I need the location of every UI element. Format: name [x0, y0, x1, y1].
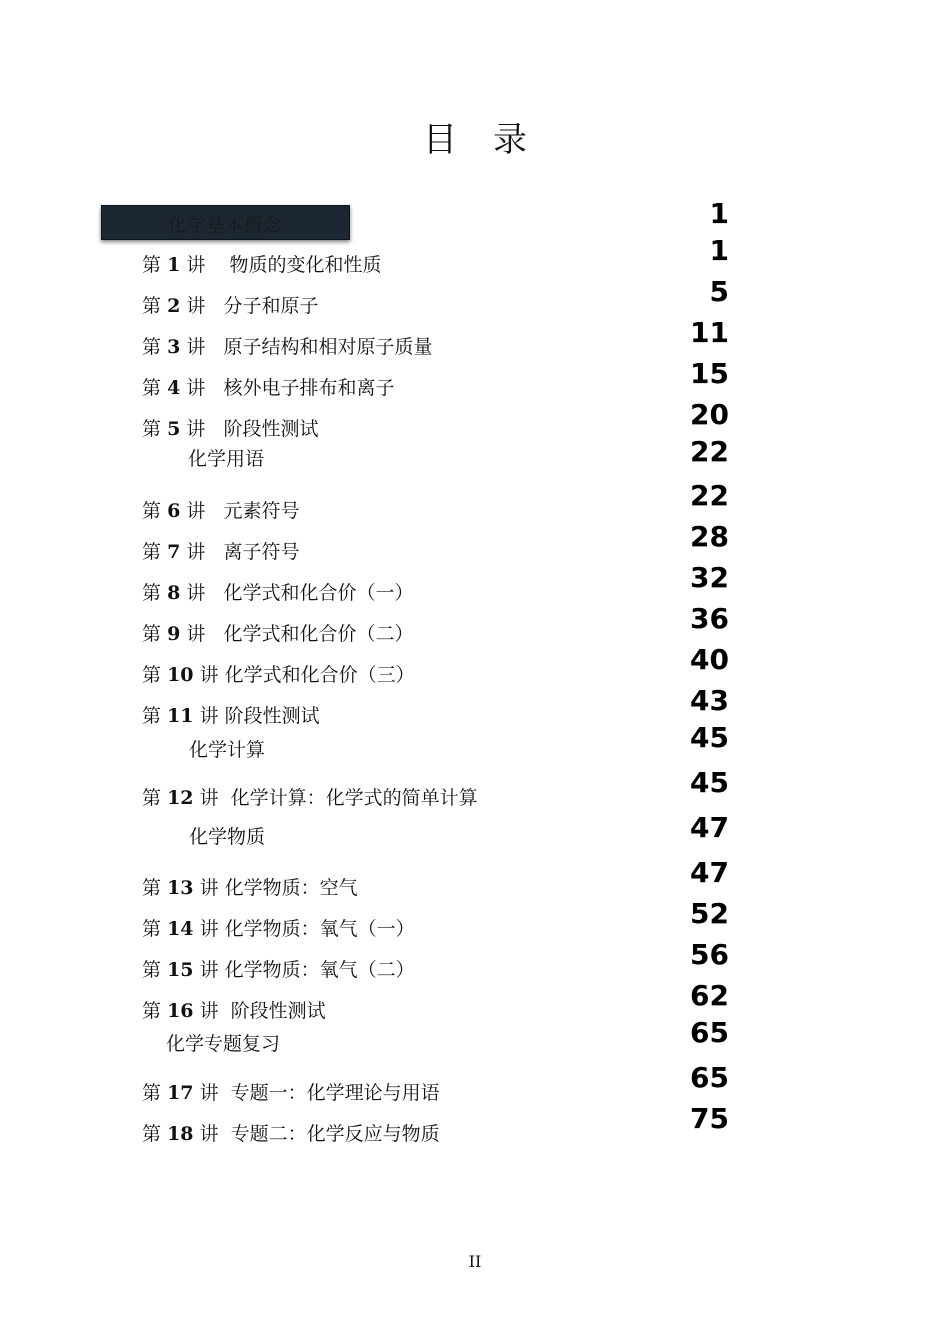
page-number: 15	[690, 357, 729, 390]
toc-entry-lesson-9[interactable]: 第 9 讲 化学式和化合价（二）	[142, 623, 414, 645]
toc-entry-lesson-18[interactable]: 第 18 讲 专题二：化学反应与物质	[142, 1123, 440, 1145]
toc-entry-lesson-3[interactable]: 第 3 讲 原子结构和相对原子质量	[142, 336, 433, 358]
page-number: 22	[690, 479, 729, 512]
toc-entry-lesson-14[interactable]: 第 14 讲 化学物质：氧气（一）	[142, 918, 415, 940]
toc-entry-lesson-7[interactable]: 第 7 讲 离子符号	[142, 541, 300, 563]
section-label-chemical-substances[interactable]: 化学物质	[189, 826, 266, 848]
page-number: 5	[709, 275, 729, 308]
page-number: 36	[690, 602, 729, 635]
toc-entry-lesson-17[interactable]: 第 17 讲 专题一：化学理论与用语	[142, 1082, 440, 1104]
page-number: 1	[709, 234, 729, 267]
toc-entry-lesson-5[interactable]: 第 5 讲 阶段性测试	[142, 418, 319, 440]
page-number: 20	[690, 398, 729, 431]
title-char-1: 目	[423, 120, 457, 160]
toc-entry-lesson-13[interactable]: 第 13 讲 化学物质：空气	[142, 877, 358, 899]
page-title	[0, 112, 950, 161]
page-number: 65	[690, 1061, 729, 1094]
toc-entry-lesson-2[interactable]: 第 2 讲 分子和原子	[142, 295, 319, 317]
page-number: 75	[690, 1102, 729, 1135]
page-number: 32	[690, 561, 729, 594]
section-label: 化学基本概念	[168, 214, 283, 236]
page-number: 65	[690, 1016, 729, 1049]
section-header-basic-concepts[interactable]	[101, 205, 350, 240]
page-number: 47	[690, 811, 729, 844]
section-label-chemical-terms[interactable]: 化学用语	[188, 448, 265, 470]
title-char-2: 录	[493, 120, 527, 160]
toc-entry-lesson-16[interactable]: 第 16 讲 阶段性测试	[142, 1000, 326, 1022]
page-number: 62	[690, 979, 729, 1012]
toc-entry-lesson-4[interactable]: 第 4 讲 核外电子排布和离子	[142, 377, 395, 399]
toc-entry-lesson-11[interactable]: 第 11 讲 阶段性测试	[142, 705, 320, 727]
toc-entry-lesson-10[interactable]: 第 10 讲 化学式和化合价（三）	[142, 664, 415, 686]
toc-entry-lesson-1[interactable]: 第 1 讲 物质的变化和性质	[142, 254, 382, 276]
toc-entry-lesson-6[interactable]: 第 6 讲 元素符号	[142, 500, 300, 522]
page-number: 1	[709, 197, 729, 230]
page-footer-number: II	[468, 1252, 482, 1271]
page-number: 43	[690, 684, 729, 717]
section-label-chemical-calc[interactable]: 化学计算	[189, 739, 266, 761]
page-number: 22	[690, 435, 729, 468]
page-number: 47	[690, 856, 729, 889]
page-number: 45	[690, 721, 729, 754]
section-label-review[interactable]: 化学专题复习	[166, 1033, 281, 1055]
page-number: 52	[690, 897, 729, 930]
page-number: 11	[690, 316, 729, 349]
toc-entry-lesson-15[interactable]: 第 15 讲 化学物质：氧气（二）	[142, 959, 415, 981]
page-number: 56	[690, 938, 729, 971]
page-number: 45	[690, 766, 729, 799]
page-number: 28	[690, 520, 729, 553]
page-number: 40	[690, 643, 729, 676]
toc-entry-lesson-8[interactable]: 第 8 讲 化学式和化合价（一）	[142, 582, 414, 604]
toc-entry-lesson-12[interactable]: 第 12 讲 化学计算：化学式的简单计算	[142, 787, 478, 809]
